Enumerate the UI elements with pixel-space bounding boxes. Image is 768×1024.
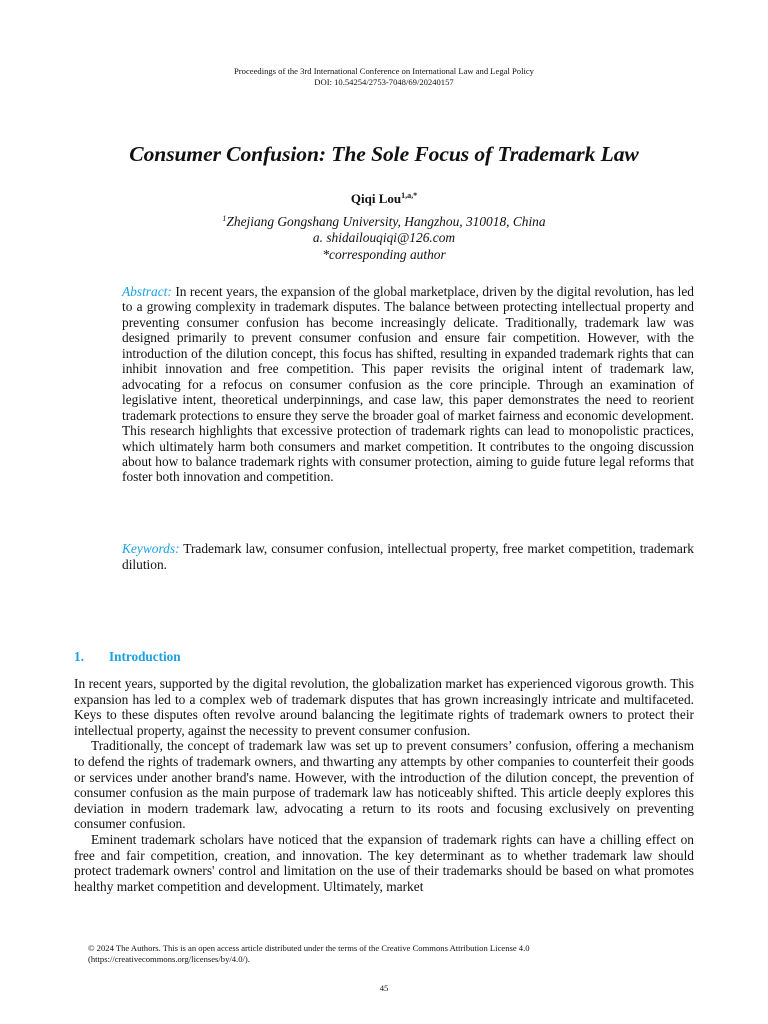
author-affiliation-marker: 1,a,* [401,191,418,200]
keywords-text: Trademark law, consumer confusion, intellectual property, free market competition, trademark dilution. [122,541,694,572]
author-name: Qiqi Lou [350,191,402,206]
section-heading [74,649,181,665]
body-text [74,676,694,894]
affiliation-institution-line [0,211,768,230]
section-number: 1. [74,649,84,664]
keywords [122,541,694,573]
paragraph: Eminent trademark scholars have noticed that the expansion of trademark rights can have a chilling effect on free and fair competition, creation, and innovation. The key determinant as to whether trademark law should protect trademark owners' control and limitation on the use of their trademarks should be based on what promotes healthy market competition and development. Ultimately, market [74,831,694,894]
running-header [0,66,768,87]
author-line [0,187,768,208]
affiliation-block [0,211,768,263]
author-email: a. shidailouqiqi@126.com [312,230,456,246]
license-text: © 2024 The Authors. This is an open access article distributed under the terms of the Creative Commons Attribution License 4.0 [88,943,530,953]
keywords-label: Keywords: [122,541,180,556]
abstract [122,284,694,485]
abstract-text: In recent years, the expansion of the global marketplace, driven by the digital revolution, has led to a growing complexity in trademark disputes. The balance between protecting intellectual property and preventing consumer confusion has become increasingly delicate. Traditionally, trademark law was designed primarily to prevent consumer confusion and ensure fair competition. However, with the introduction of the dilution concept, this focus has shifted, resulting in expanded trademark rights that can inhibit innovation and free competition. This paper revisits the original intent of trademark law, advocating for a refocus on consumer confusion as the core principle. Through an examination of legislative intent, theoretical underpinnings, and case law, this paper demonstrates the need to reorient trademark protections to ensure they serve the broader goal of market fairness and economic development. This research highlights that excessive protection of trademark rights can lead to monopolistic practices, which ultimately harm both consumers and market competition. It contributes to the ongoing discussion about how to balance trademark rights with consumer protection, aiming to guide future legal reforms that foster both innovation and competition. [122,284,694,485]
paragraph: Traditionally, the concept of trademark law was set up to prevent consumers’ confusion, offering a mechanism to defend the rights of trademark owners, and thwarting any attempts by other companies to counterfeit their goods or services under another brand's name. However, with the introduction of the dilution concept, the prevention of consumer confusion as the main purpose of trademark law has noticeably shifted. This article deeply explores this deviation in modern trademark law, advocating a return to its roots and focusing exclusively on preventing consumer confusion. [74,738,694,832]
license-link: (https://creativecommons.org/licenses/by/4.0/). [88,953,250,964]
header-proceedings: Proceedings of the 3rd International Conference on International Law and Legal Policy [234,66,534,76]
corresponding-author-note: *corresponding author [322,246,446,262]
section-title: Introduction [109,649,181,664]
paper-title: Consumer Confusion: The Sole Focus of Trademark Law [129,142,639,166]
affiliation-institution: Zhejiang Gongshang University, Hangzhou, 310018, China [226,214,546,229]
license-footnote [88,943,660,964]
paragraph: In recent years, supported by the digital revolution, the globalization market has experienced vigorous growth. This expansion has led to a complex web of trademark disputes that has grown increasingly intricate and multifaceted. Keys to these disputes often revolve around balancing the legitimate rights of trademark owners to protect their intellectual property, against the necessity to prevent consumer confusion. [74,676,694,738]
affiliation-marker: 1 [222,214,227,223]
page-number: 45 [379,983,389,993]
abstract-label: Abstract: [122,284,172,299]
header-doi: DOI: 10.54254/2753-7048/69/20240157 [314,76,454,87]
